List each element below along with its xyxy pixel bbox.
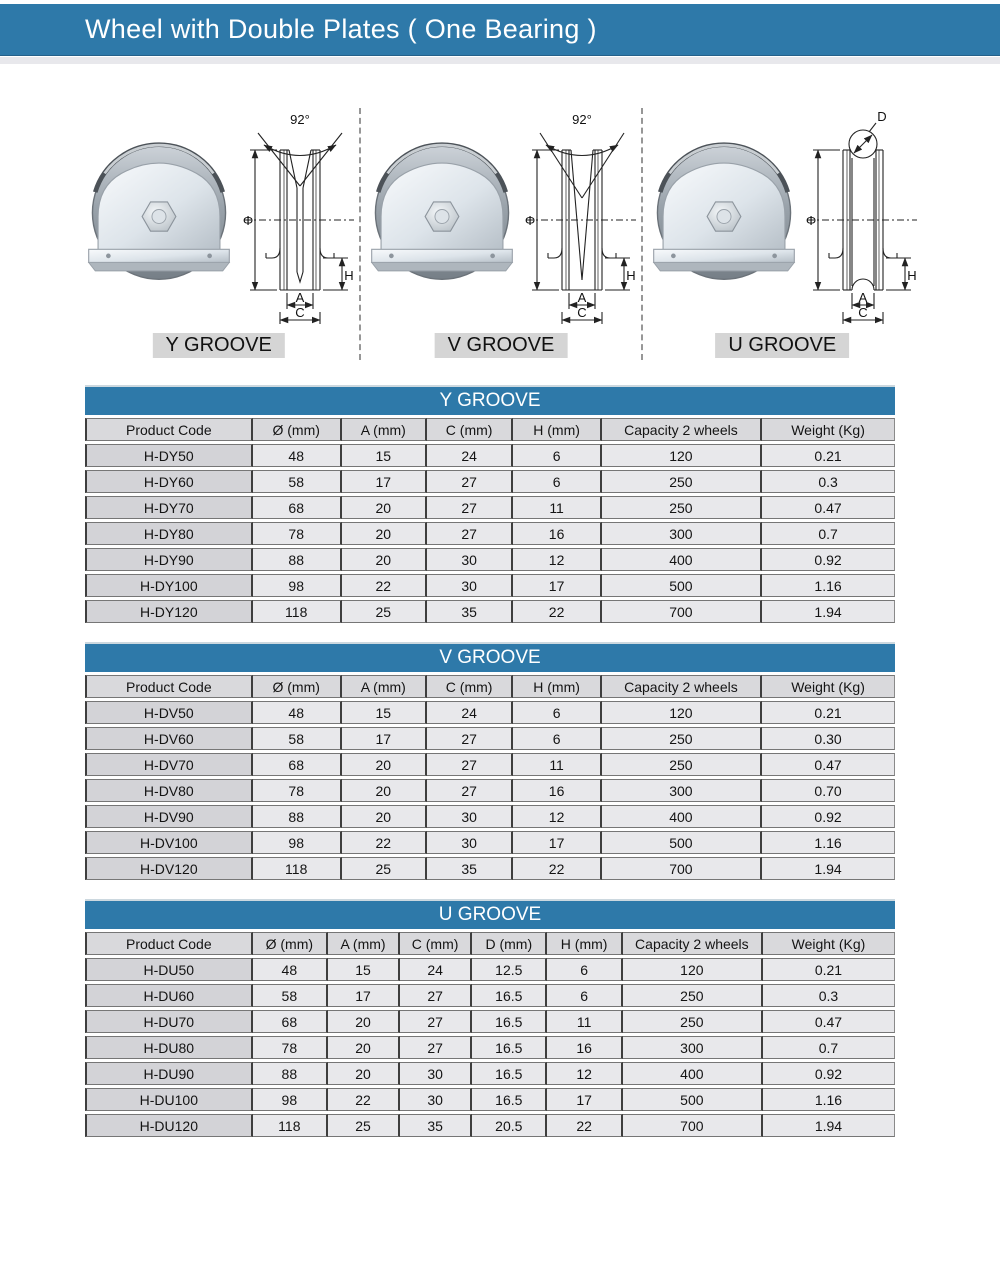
value-cell: 250 — [602, 470, 762, 493]
value-cell: 30 — [427, 548, 514, 571]
value-cell: 16.5 — [472, 1036, 547, 1059]
table-row — [85, 470, 895, 493]
value-cell: 68 — [253, 753, 342, 776]
value-cell: 30 — [427, 831, 514, 854]
table-row — [85, 1114, 895, 1137]
column-header: A (mm) — [328, 932, 400, 955]
value-cell: 0.92 — [762, 548, 895, 571]
value-cell: 118 — [253, 600, 342, 623]
table-title: U GROOVE — [85, 899, 895, 929]
value-cell: 68 — [253, 1010, 328, 1033]
groove-figure-v — [359, 108, 640, 360]
value-cell: 27 — [427, 496, 514, 519]
dim-phi-label: Φ — [524, 213, 535, 228]
value-cell: 24 — [427, 444, 514, 467]
table-row — [85, 548, 895, 571]
value-cell: 700 — [602, 600, 762, 623]
table-title: Y GROOVE — [85, 385, 895, 415]
table-row — [85, 958, 895, 981]
column-header: A (mm) — [342, 675, 427, 698]
dim-c-label: C — [576, 305, 587, 320]
product-code-cell: H-DY70 — [85, 496, 253, 519]
column-header: Ø (mm) — [253, 932, 328, 955]
value-cell: 88 — [253, 548, 342, 571]
table-row — [85, 727, 895, 750]
value-cell: 11 — [513, 496, 601, 519]
value-cell: 12.5 — [472, 958, 547, 981]
value-cell: 6 — [513, 470, 601, 493]
value-cell: 6 — [513, 444, 601, 467]
dim-angle-label: 92° — [571, 112, 592, 127]
value-cell: 35 — [427, 857, 514, 880]
header-row — [85, 675, 895, 698]
value-cell: 16 — [513, 779, 601, 802]
value-cell: 500 — [623, 1088, 763, 1111]
column-header: D (mm) — [472, 932, 547, 955]
product-code-cell: H-DU60 — [85, 984, 253, 1007]
value-cell: 22 — [513, 600, 601, 623]
value-cell: 0.3 — [763, 984, 895, 1007]
value-cell: 58 — [253, 984, 328, 1007]
value-cell: 1.94 — [763, 1114, 895, 1137]
dim-h-label: H — [625, 268, 636, 283]
value-cell: 300 — [623, 1036, 763, 1059]
column-header: C (mm) — [427, 675, 514, 698]
value-cell: 300 — [602, 522, 762, 545]
value-cell: 15 — [342, 701, 427, 724]
v-groove-diagram-icon — [525, 108, 637, 336]
value-cell: 98 — [253, 1088, 328, 1111]
table-title: V GROOVE — [85, 642, 895, 672]
value-cell: 12 — [547, 1062, 622, 1085]
value-cell: 58 — [253, 727, 342, 750]
header-row — [85, 932, 895, 955]
dim-phi-label: Φ — [805, 213, 817, 228]
value-cell: 250 — [623, 1010, 763, 1033]
value-cell: 27 — [427, 470, 514, 493]
value-cell: 0.21 — [762, 701, 895, 724]
product-code-cell: H-DY100 — [85, 574, 253, 597]
value-cell: 17 — [513, 574, 601, 597]
value-cell: 120 — [602, 444, 762, 467]
table-row — [85, 1010, 895, 1033]
table-row — [85, 779, 895, 802]
table-row — [85, 1062, 895, 1085]
dim-d-label: D — [877, 109, 887, 124]
value-cell: 20 — [342, 805, 427, 828]
dim-a-label: A — [858, 290, 868, 305]
product-code-cell: H-DV90 — [85, 805, 253, 828]
value-cell: 1.94 — [762, 600, 895, 623]
value-cell: 0.92 — [763, 1062, 895, 1085]
table-row — [85, 831, 895, 854]
product-code-cell: H-DY60 — [85, 470, 253, 493]
product-code-cell: H-DY120 — [85, 600, 253, 623]
dim-phi-label: Φ — [243, 213, 254, 228]
value-cell: 20 — [342, 522, 427, 545]
value-cell: 12 — [513, 548, 601, 571]
table-row — [85, 600, 895, 623]
value-cell: 0.92 — [762, 805, 895, 828]
value-cell: 118 — [253, 1114, 328, 1137]
table-row — [85, 753, 895, 776]
value-cell: 0.3 — [762, 470, 895, 493]
product-code-cell: H-DU90 — [85, 1062, 253, 1085]
table-row — [85, 1036, 895, 1059]
value-cell: 120 — [602, 701, 762, 724]
value-cell: 22 — [547, 1114, 622, 1137]
dim-c-label: C — [858, 305, 868, 320]
value-cell: 22 — [342, 574, 427, 597]
value-cell: 12 — [513, 805, 601, 828]
product-code-cell: H-DU70 — [85, 1010, 253, 1033]
value-cell: 48 — [253, 958, 328, 981]
product-code-cell: H-DU50 — [85, 958, 253, 981]
value-cell: 0.47 — [762, 496, 895, 519]
value-cell: 20 — [328, 1036, 400, 1059]
value-cell: 0.47 — [762, 753, 895, 776]
value-cell: 78 — [253, 779, 342, 802]
value-cell: 30 — [400, 1088, 472, 1111]
value-cell: 48 — [253, 701, 342, 724]
column-header: H (mm) — [513, 418, 601, 441]
value-cell: 250 — [602, 753, 762, 776]
table-row — [85, 444, 895, 467]
value-cell: 30 — [427, 574, 514, 597]
dim-h-label: H — [344, 268, 355, 283]
value-cell: 400 — [602, 548, 762, 571]
spec-table-y-groove — [85, 385, 895, 626]
value-cell: 20 — [342, 496, 427, 519]
value-cell: 68 — [253, 496, 342, 519]
value-cell: 15 — [328, 958, 400, 981]
product-code-cell: H-DY80 — [85, 522, 253, 545]
value-cell: 16 — [547, 1036, 622, 1059]
header-divider-strip — [0, 57, 1000, 64]
value-cell: 500 — [602, 574, 762, 597]
product-code-cell: H-DV120 — [85, 857, 253, 880]
value-cell: 22 — [328, 1088, 400, 1111]
value-cell: 6 — [547, 984, 622, 1007]
dim-angle-label: 92° — [290, 112, 311, 127]
value-cell: 0.30 — [762, 727, 895, 750]
value-cell: 15 — [342, 444, 427, 467]
column-header: A (mm) — [342, 418, 427, 441]
column-header: H (mm) — [547, 932, 622, 955]
value-cell: 58 — [253, 470, 342, 493]
value-cell: 0.47 — [763, 1010, 895, 1033]
value-cell: 17 — [547, 1088, 622, 1111]
value-cell: 400 — [623, 1062, 763, 1085]
value-cell: 700 — [623, 1114, 763, 1137]
value-cell: 11 — [513, 753, 601, 776]
value-cell: 1.16 — [763, 1088, 895, 1111]
spec-data-table — [85, 415, 895, 626]
value-cell: 27 — [427, 753, 514, 776]
value-cell: 27 — [427, 779, 514, 802]
table-row — [85, 522, 895, 545]
column-header: Product Code — [85, 932, 253, 955]
value-cell: 250 — [602, 496, 762, 519]
value-cell: 500 — [602, 831, 762, 854]
value-cell: 16.5 — [472, 1088, 547, 1111]
value-cell: 35 — [427, 600, 514, 623]
value-cell: 400 — [602, 805, 762, 828]
value-cell: 25 — [342, 600, 427, 623]
value-cell: 35 — [400, 1114, 472, 1137]
groove-label-u: U GROOVE — [715, 333, 849, 358]
value-cell: 700 — [602, 857, 762, 880]
wheel-photo-v-icon — [367, 126, 517, 322]
table-row — [85, 857, 895, 880]
column-header: Ø (mm) — [253, 418, 342, 441]
value-cell: 0.7 — [763, 1036, 895, 1059]
product-code-cell: H-DY50 — [85, 444, 253, 467]
column-header: Capacity 2 wheels — [623, 932, 763, 955]
value-cell: 78 — [253, 522, 342, 545]
dim-a-label: A — [295, 290, 305, 305]
column-header: Capacity 2 wheels — [602, 675, 762, 698]
value-cell: 25 — [342, 857, 427, 880]
product-code-cell: H-DV70 — [85, 753, 253, 776]
product-code-cell: H-DV100 — [85, 831, 253, 854]
product-code-cell: H-DU80 — [85, 1036, 253, 1059]
value-cell: 0.21 — [763, 958, 895, 981]
value-cell: 300 — [602, 779, 762, 802]
spec-data-table — [85, 672, 895, 883]
value-cell: 20 — [328, 1010, 400, 1033]
value-cell: 16.5 — [472, 1010, 547, 1033]
value-cell: 88 — [253, 1062, 328, 1085]
value-cell: 48 — [253, 444, 342, 467]
spec-table-v-groove — [85, 642, 895, 883]
value-cell: 118 — [253, 857, 342, 880]
value-cell: 27 — [400, 1036, 472, 1059]
y-groove-diagram-icon — [243, 108, 355, 336]
value-cell: 17 — [342, 727, 427, 750]
table-row — [85, 1088, 895, 1111]
product-code-cell: H-DU120 — [85, 1114, 253, 1137]
value-cell: 16.5 — [472, 984, 547, 1007]
column-header: Ø (mm) — [253, 675, 342, 698]
value-cell: 78 — [253, 1036, 328, 1059]
wheel-photo-u-icon — [649, 126, 799, 322]
value-cell: 20.5 — [472, 1114, 547, 1137]
value-cell: 27 — [427, 522, 514, 545]
value-cell: 16.5 — [472, 1062, 547, 1085]
value-cell: 120 — [623, 958, 763, 981]
page-title: Wheel with Double Plates ( One Bearing ) — [85, 14, 597, 44]
groove-figure-u — [641, 108, 922, 360]
value-cell: 24 — [427, 701, 514, 724]
column-header: Weight (Kg) — [762, 675, 895, 698]
column-header: Capacity 2 wheels — [602, 418, 762, 441]
value-cell: 6 — [513, 701, 601, 724]
value-cell: 16 — [513, 522, 601, 545]
value-cell: 11 — [547, 1010, 622, 1033]
column-header: C (mm) — [427, 418, 514, 441]
product-code-cell: H-DU100 — [85, 1088, 253, 1111]
value-cell: 20 — [342, 753, 427, 776]
dim-h-label: H — [907, 268, 917, 283]
value-cell: 30 — [400, 1062, 472, 1085]
column-header: C (mm) — [400, 932, 472, 955]
value-cell: 20 — [342, 779, 427, 802]
dim-a-label: A — [577, 290, 586, 305]
value-cell: 1.94 — [762, 857, 895, 880]
value-cell: 27 — [427, 727, 514, 750]
value-cell: 25 — [328, 1114, 400, 1137]
value-cell: 22 — [513, 857, 601, 880]
product-code-cell: H-DV50 — [85, 701, 253, 724]
value-cell: 17 — [513, 831, 601, 854]
value-cell: 1.16 — [762, 831, 895, 854]
product-code-cell: H-DV60 — [85, 727, 253, 750]
value-cell: 1.16 — [762, 574, 895, 597]
value-cell: 24 — [400, 958, 472, 981]
value-cell: 250 — [623, 984, 763, 1007]
product-code-cell: H-DY90 — [85, 548, 253, 571]
value-cell: 0.21 — [762, 444, 895, 467]
value-cell: 0.70 — [762, 779, 895, 802]
value-cell: 250 — [602, 727, 762, 750]
column-header: Weight (Kg) — [762, 418, 895, 441]
groove-figure-y — [78, 108, 359, 360]
spec-data-table — [85, 929, 895, 1140]
table-row — [85, 496, 895, 519]
spec-table-u-groove — [85, 899, 895, 1140]
value-cell: 27 — [400, 984, 472, 1007]
spec-tables — [85, 385, 895, 1156]
page-header — [0, 4, 1000, 56]
product-code-cell: H-DV80 — [85, 779, 253, 802]
groove-figures — [78, 108, 922, 360]
dim-c-label: C — [295, 305, 306, 320]
value-cell: 20 — [328, 1062, 400, 1085]
column-header: Product Code — [85, 675, 253, 698]
value-cell: 98 — [253, 831, 342, 854]
value-cell: 27 — [400, 1010, 472, 1033]
column-header: Product Code — [85, 418, 253, 441]
value-cell: 20 — [342, 548, 427, 571]
value-cell: 17 — [342, 470, 427, 493]
header-row — [85, 418, 895, 441]
value-cell: 6 — [547, 958, 622, 981]
groove-label-y: Y GROOVE — [152, 333, 284, 358]
value-cell: 17 — [328, 984, 400, 1007]
table-row — [85, 984, 895, 1007]
value-cell: 30 — [427, 805, 514, 828]
u-groove-diagram-icon — [806, 108, 918, 336]
value-cell: 98 — [253, 574, 342, 597]
column-header: Weight (Kg) — [763, 932, 895, 955]
table-row — [85, 805, 895, 828]
wheel-photo-y-icon — [84, 126, 234, 322]
column-header: H (mm) — [513, 675, 601, 698]
groove-label-v: V GROOVE — [435, 333, 568, 358]
table-row — [85, 701, 895, 724]
value-cell: 88 — [253, 805, 342, 828]
value-cell: 6 — [513, 727, 601, 750]
table-row — [85, 574, 895, 597]
value-cell: 22 — [342, 831, 427, 854]
value-cell: 0.7 — [762, 522, 895, 545]
